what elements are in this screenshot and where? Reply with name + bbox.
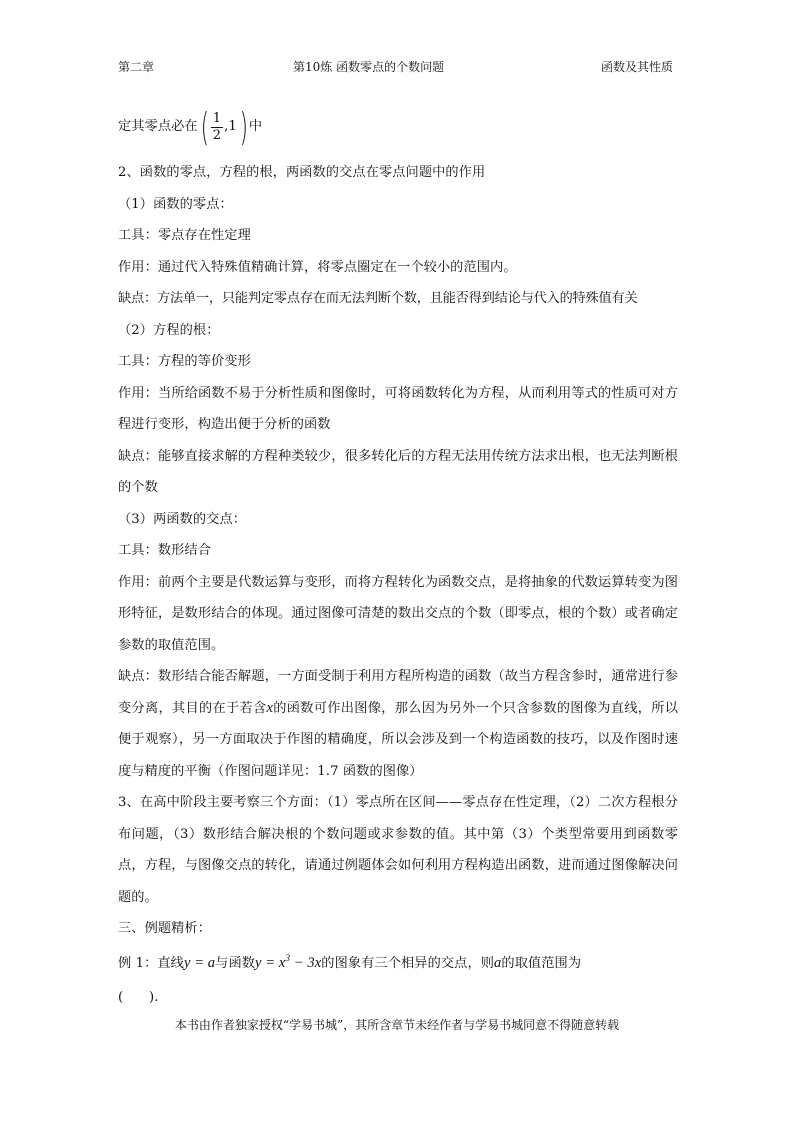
subsection-2-1-tool: 工具：零点存在性定理 xyxy=(118,228,251,243)
interval-tail: ,1 xyxy=(224,119,237,135)
subsection-2-3-weakness xyxy=(118,661,678,787)
copyright-footer: 本书由作者独家授权“学易书城”，其所含章节未经作者与学易书城同意不得随意转载 xyxy=(174,1018,620,1032)
variable-x: x xyxy=(266,699,274,716)
example-1-text-a: 例 1：直线 xyxy=(118,955,184,971)
equation-cubic-base: y = x xyxy=(255,954,286,971)
subsection-2-3-title: （3）两函数的交点： xyxy=(118,511,247,527)
fraction-denominator: 2 xyxy=(212,127,222,143)
subsection-2-1-title: （1）函数的零点： xyxy=(118,196,233,212)
subsection-2-2-tool: 工具：方程的等价变形 xyxy=(118,354,251,369)
document-body xyxy=(118,104,678,1013)
subsection-2-1-weakness: 缺点：方法单一，只能判定零点存在而无法判断个数，且能否得到结论与代入的特殊值有关 xyxy=(118,291,638,306)
fraction-numerator: 1 xyxy=(212,110,222,126)
close-paren-glyph: ) xyxy=(239,105,248,149)
equation-cubic xyxy=(255,952,322,971)
example-1-text-b: 与函数 xyxy=(215,955,256,971)
weakness-text-a: 缺点：数形结合能否解题，一方面受制于利用方程所构造的函数（故当方程含参时，通常进行参变分离，其目的在于若含 xyxy=(118,669,678,716)
header-topic: 函数及其性质 xyxy=(600,60,673,74)
equation-cubic-exponent: 3 xyxy=(285,952,291,963)
interval-suffix: 中 xyxy=(248,119,263,135)
example-1-answer-blank: ( ). xyxy=(118,989,159,1005)
subsection-2-2-title: （2）方程的根： xyxy=(118,322,220,338)
subsection-2-2-use: 作用：当所给函数不易于分析性质和图像时，可将函数转化为方程，从而利用等式的性质可对方程进行变形，构造出便于分析的函数 xyxy=(118,385,678,432)
examples-heading: 三、例题精析： xyxy=(118,921,212,936)
subsection-2-2-weakness: 缺点：能够直接求解的方程种类较少，很多转化后的方程无法用传统方法求出根，也无法判断根的个数 xyxy=(118,448,678,495)
page-header xyxy=(118,57,673,77)
fraction-one-half xyxy=(211,111,223,144)
example-1-text-d: 的取值范围为 xyxy=(501,955,582,971)
header-lesson-title: 第10炼 函数零点的个数问题 xyxy=(293,60,445,74)
header-chapter: 第二章 xyxy=(118,60,155,74)
variable-a: a xyxy=(494,954,502,971)
interval-line xyxy=(118,104,678,150)
interval-prefix: 定其零点必在 xyxy=(118,119,198,135)
weakness-text-b: 的函数可作出图像，那么因为另外一个只含参数的图像为直线，所以便于观察），另一方面取决于作图的精确度，所以会涉及到一个构造函数的技巧，以及作图时速度与精度的平衡（作图问题详见：1.7 函数的图像） xyxy=(118,700,678,779)
section-3-paragraph: 3、在高中阶段主要考察三个方面：（1）零点所在区间——零点存在性定理，（2）二次方程根分布问题，（3）数形结合解决根的个数问题或求参数的值。其中第（3）个类型常要用到函数零点，方程，与图像交点的转化，请通过例题体会如何利用方程构造出函数，进而通过图像解决问题的。 xyxy=(118,795,678,905)
subsection-2-3-use: 作用：前两个主要是代数运算与变形，而将方程转化为函数交点，是将抽象的代数运算转变为图形特征，是数形结合的体现。通过图像可清楚的数出交点的个数（即零点，根的个数）或者确定参数的取值范围。 xyxy=(118,574,678,653)
open-paren-glyph: ( xyxy=(200,105,209,149)
equation-cubic-tail: − 3x xyxy=(290,954,322,971)
section-2-title: 2、函数的零点，方程的根，两函数的交点在零点问题中的作用 xyxy=(118,165,486,180)
example-1-text-c: 的图象有三个相异的交点，则 xyxy=(321,955,495,971)
subsection-2-1-use: 作用：通过代入特殊值精确计算，将零点圈定在一个较小的范围内。 xyxy=(118,259,517,275)
example-1-question xyxy=(118,945,678,982)
equation-line: y = a xyxy=(183,954,216,971)
subsection-2-3-tool: 工具：数形结合 xyxy=(118,543,212,558)
header-divider xyxy=(118,80,673,81)
